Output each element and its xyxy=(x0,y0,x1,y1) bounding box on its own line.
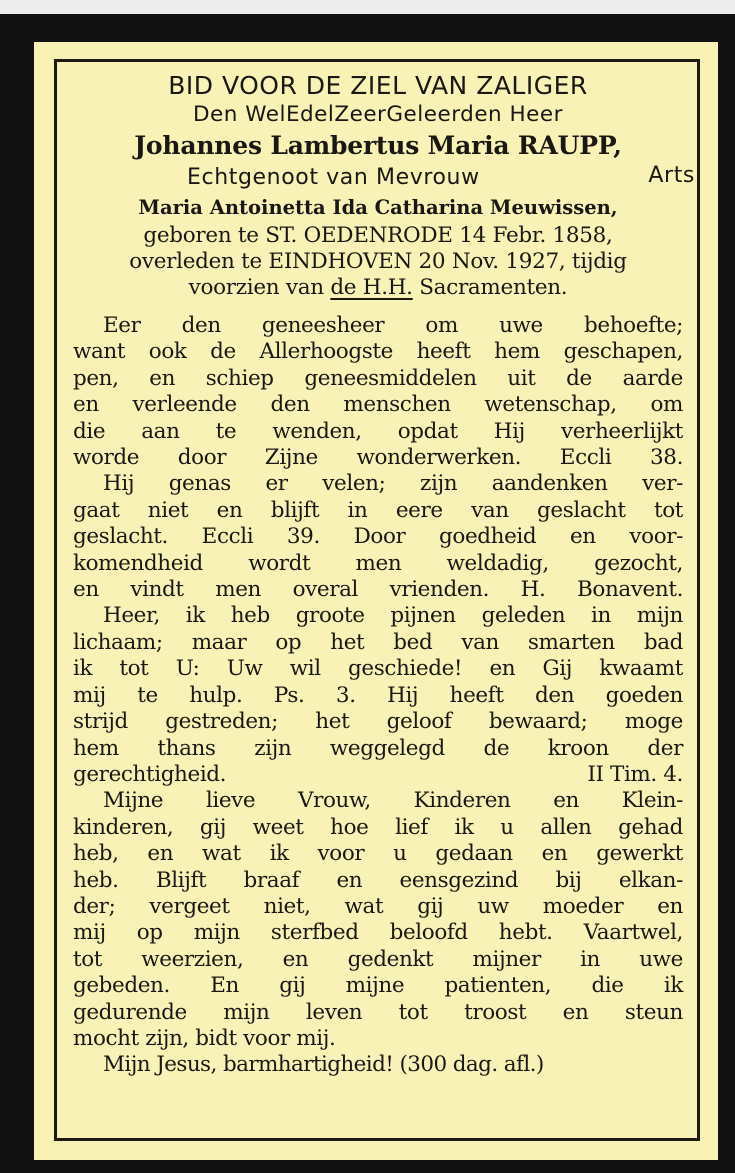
body-line: der; vergeet niet, wat gij uw moeder en xyxy=(73,893,683,919)
body-line: en vindt men overal vrienden. H. Bonavent. xyxy=(73,577,683,603)
deceased-name: Johannes Lambertus Maria RAUPP, xyxy=(134,131,622,160)
body-line: strijd gestreden; het geloof bewaard; moge xyxy=(73,709,683,735)
body-line: kinderen, gij weet hoe lief ik u allen gehad xyxy=(73,814,683,840)
body-line: mij te hulp. Ps. 3. Hij heeft den goeden xyxy=(73,682,683,708)
sacrament-line xyxy=(73,275,683,301)
sacrament-pre: voorzien van xyxy=(188,275,331,300)
body-line: worde door Zijne wonderwerken. Eccli 38. xyxy=(73,445,683,471)
black-frame xyxy=(0,14,735,1173)
card-border xyxy=(54,59,700,1141)
honorific: Den WelEdelZeerGeleerden Heer xyxy=(193,102,563,127)
body-line: Heer, ik heb groote pijnen geleden in mijn xyxy=(103,603,683,629)
body-line: heb, en wat ik voor u gedaan en gewerkt xyxy=(73,841,683,867)
body-line: gebeden. En gij mijne patienten, die ik xyxy=(73,973,683,999)
profession: Arts xyxy=(648,163,695,188)
citation: II Tim. 4. xyxy=(587,761,683,787)
body-line: komendheid wordt men weldadig, gezocht, xyxy=(73,550,683,576)
card-heading: BID VOOR DE ZIEL VAN ZALIGER xyxy=(168,71,588,100)
body-line: want ook de Allerhoogste heeft hem geschapen, xyxy=(73,339,683,365)
birth-line: geboren te ST. OEDENRODE 14 Febr. 1858, xyxy=(143,223,613,248)
body-line: Hij genas er velen; zijn aandenken ver- xyxy=(103,471,683,497)
body-line: hem thans zijn weggelegd de kroon der xyxy=(73,735,683,761)
body-line: gaat niet en blijft in eere van geslacht tot xyxy=(73,497,683,523)
body-line: Mijne lieve Vrouw, Kinderen en Klein- xyxy=(103,788,683,814)
sacrament-post: Sacramenten. xyxy=(412,275,568,300)
body-line: die aan te wenden, opdat Hij verheerlijkt xyxy=(73,418,683,444)
death-line: overleden te EINDHOVEN 20 Nov. 1927, tijdig xyxy=(129,249,627,274)
wife-name: Maria Antoinetta Ida Catharina Meuwissen, xyxy=(138,196,618,219)
spouse-row xyxy=(73,163,695,193)
sacrament-underlined: de H.H. xyxy=(330,275,413,300)
body-line: mocht zijn, bidt voor mij. xyxy=(73,1025,336,1051)
body-line: lichaam; maar op het bed van smarten bad xyxy=(73,629,683,655)
memorial-card xyxy=(34,42,718,1160)
closing-prayer: Mijn Jesus, barmhartigheid! (300 dag. afl.) xyxy=(103,1052,544,1078)
body-line: gedurende mijn leven tot troost en steun xyxy=(73,999,683,1025)
body-line: mij op mijn sterfbed beloofd hebt. Vaartwel, xyxy=(73,920,683,946)
body-line: ik tot U: Uw wil geschiede! en Gij kwaamt xyxy=(73,656,683,682)
body-line: gerechtigheid. xyxy=(73,761,227,787)
body-line: pen, en schiep geneesmiddelen uit de aarde xyxy=(73,365,683,391)
body-line: en verleende den menschen wetenschap, om xyxy=(73,392,683,418)
body-line: geslacht. Eccli 39. Door goedheid en voor- xyxy=(73,524,683,550)
spouse-line: Echtgenoot van Mevrouw xyxy=(187,165,480,190)
body-line-split xyxy=(73,762,683,788)
card-body xyxy=(73,313,683,1079)
card-text xyxy=(73,70,695,1079)
body-line: Eer den geneesheer om uwe behoefte; xyxy=(103,313,683,338)
body-line: tot weerzien, en gedenkt mijner in uwe xyxy=(73,946,683,972)
body-line: heb. Blijft braaf en eensgezind bij elkan- xyxy=(73,867,683,893)
